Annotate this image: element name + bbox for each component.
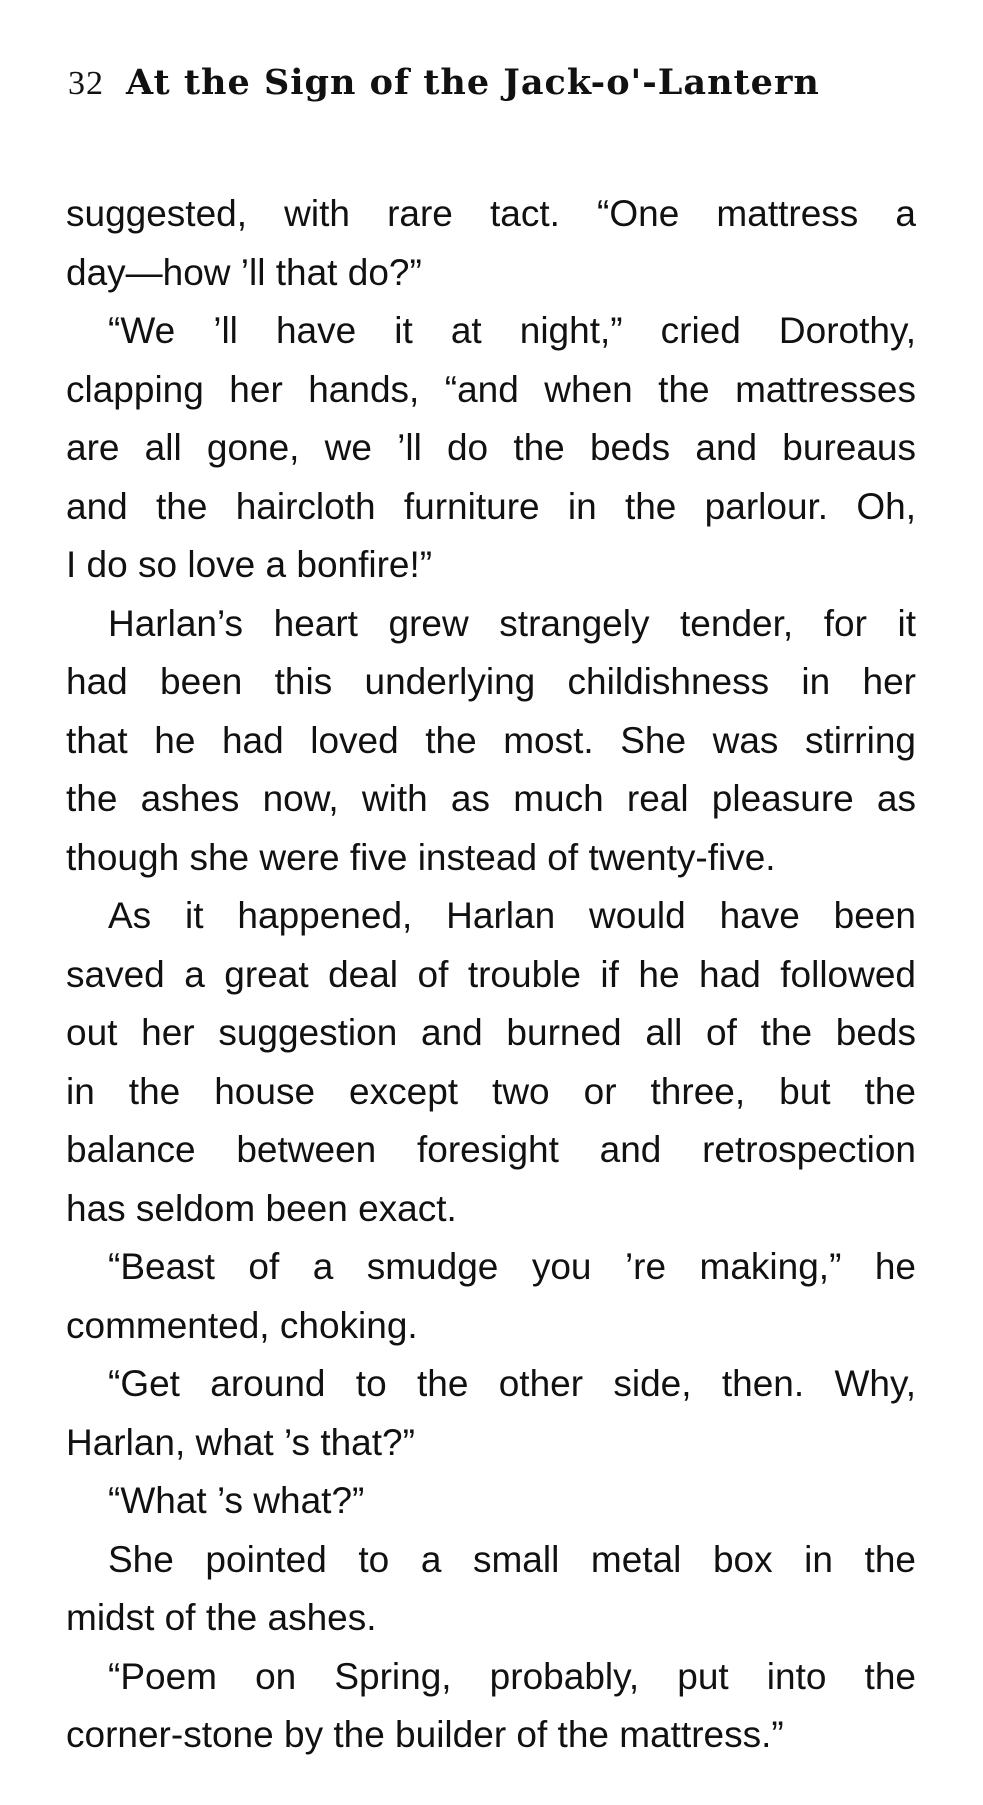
text-line: that he had loved the most. She was stirring [66, 719, 916, 761]
text-line: balance between foresight and retrospection [66, 1129, 916, 1170]
text-line: had been this underlying childishness in her [66, 661, 916, 702]
running-head [68, 62, 918, 122]
text-line: “We ’ll have it at night,” cried Dorothy, [108, 310, 916, 351]
text-line: clapping her hands, “and when the mattresses [66, 368, 916, 410]
text-line: “Beast of a smudge you ’re making,” he [108, 1246, 916, 1287]
page-number: 32 [68, 65, 104, 102]
text-line: in the house except two or three, but the [66, 1070, 916, 1112]
text-line: “Get around to the other side, then. Why, [108, 1363, 916, 1404]
text-line: saved a great deal of trouble if he had followed [66, 953, 916, 995]
text-line: “Poem on Spring, probably, put into the [108, 1655, 916, 1697]
text-line: Harlan, what ’s that?” [66, 1421, 415, 1463]
text-line: are all gone, we ’ll do the beds and bureaus [66, 427, 916, 468]
text-line: She pointed to a small metal box in the [108, 1538, 916, 1580]
text-line: midst of the ashes. [66, 1597, 377, 1638]
body-text [66, 185, 916, 1765]
text-line: corner-stone by the builder of the mattress.” [66, 1714, 784, 1755]
text-line: “What ’s what?” [108, 1480, 365, 1521]
text-line: has seldom been exact. [66, 1187, 457, 1229]
text-line: out her suggestion and burned all of the beds [66, 1012, 916, 1053]
text-line: Harlan’s heart grew strangely tender, for it [108, 602, 916, 644]
text-line: I do so love a bonfire!” [66, 544, 433, 585]
text-line: commented, choking. [66, 1304, 418, 1346]
text-line: though she were five instead of twenty-five. [66, 836, 776, 878]
text-line: suggested, with rare tact. “One mattress a [66, 193, 916, 234]
text-line: As it happened, Harlan would have been [108, 895, 916, 936]
running-title: At the Sign of the Jack-o'-Lantern [126, 62, 820, 103]
text-line: and the haircloth furniture in the parlour. Oh, [66, 485, 916, 527]
text-line: the ashes now, with as much real pleasure as [66, 778, 916, 819]
text-line: day—how ’ll that do?” [66, 251, 422, 293]
